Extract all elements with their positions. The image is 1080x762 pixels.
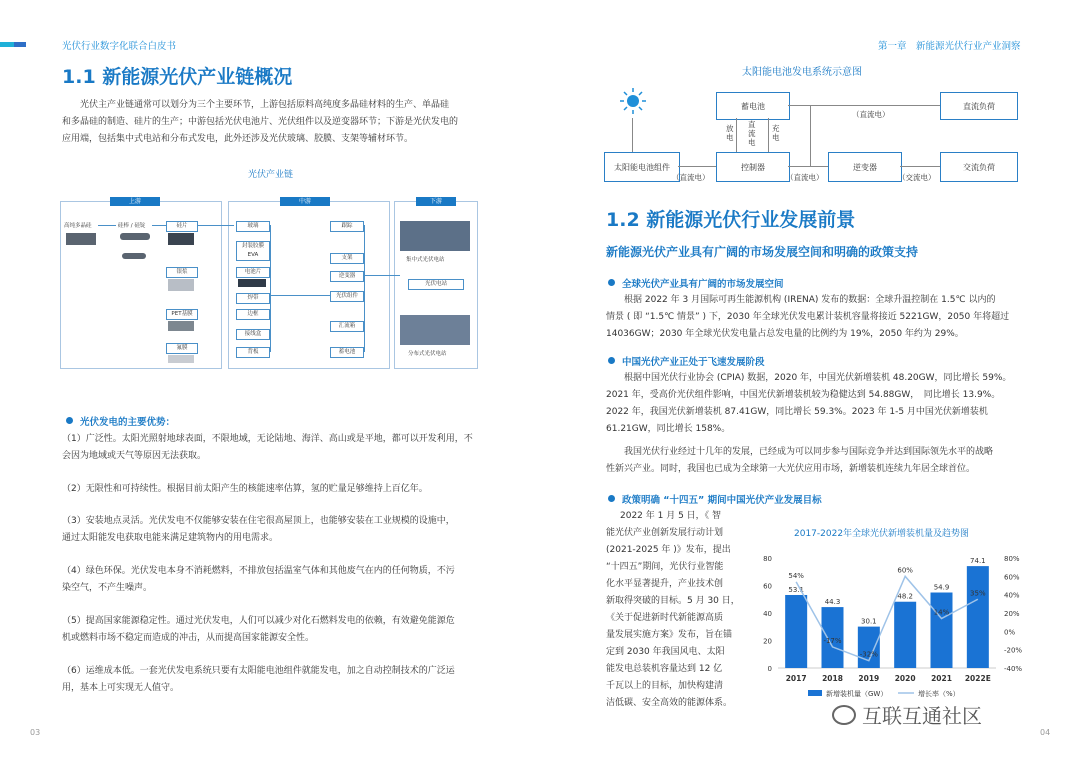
x-tick-label: 2022E	[964, 674, 991, 683]
b1-bullet-icon	[608, 279, 615, 286]
fluoro-film-image	[168, 355, 194, 363]
mid-connector	[270, 225, 272, 352]
wafer-image	[168, 233, 194, 245]
midstream-header: 中游	[280, 197, 330, 206]
line-value-label: 60%	[897, 566, 913, 575]
x-tick-label: 2018	[822, 674, 843, 683]
right-tick-label: -40%	[1004, 665, 1023, 673]
charge-label: 充电	[772, 124, 780, 142]
sun-svg	[620, 88, 646, 114]
x-tick-label: 2019	[858, 674, 880, 683]
b1-paragraph	[606, 292, 1026, 343]
mid-connector	[364, 275, 400, 276]
right-page-number: 04	[1040, 728, 1051, 737]
legend-line-label: 增长率（%）	[918, 690, 960, 698]
cell-image	[238, 279, 266, 287]
ac-label: （交流电）	[898, 173, 936, 182]
b1-title: 全球光伏产业具有广阔的市场发展空间	[622, 279, 784, 290]
upstream-header: 上游	[110, 197, 160, 206]
connector	[768, 118, 770, 152]
mid-item: 蓄电池	[330, 347, 364, 358]
b3-title: 政策明确 “十四五” 期间中国光伏产业发展目标	[622, 495, 822, 506]
polysilicon-image	[66, 233, 96, 245]
bar-value-label: 30.1	[861, 617, 877, 626]
advantage-item	[62, 563, 492, 613]
b2-extra-line: 我国光伏行业经过十几年的发展，已经成为可以同步参与国际竞争并达到国际领先水平的战略	[624, 447, 994, 457]
b1-line: 14036GW；2030 年全球光伏发电量占总发电量的比例约为 19%，2050 年约为 29%。	[606, 329, 964, 339]
wechat-icon	[832, 705, 856, 725]
mid-item: 玻璃	[236, 221, 270, 232]
mid-item: 跟踪	[330, 221, 364, 232]
intro-line: 应用端，包括集中式电站和分布式发电，此外还涉及光伏玻璃、胶膜、支架等辅材环节。	[62, 134, 414, 144]
chain-diagram	[58, 195, 478, 370]
mid-item: 背板	[236, 347, 270, 358]
bar-value-label: 48.2	[897, 592, 913, 601]
b2-extra-line: 性新兴产业。同时，我国也已成为全球第一大光伏应用市场，新增装机连续九年居全球首位。	[606, 464, 976, 474]
advantages-title: 光伏发电的主要优势：	[80, 417, 176, 428]
b3-bullet-icon	[608, 495, 615, 502]
bar-value-label: 44.3	[824, 598, 841, 607]
bar-value-label: 54.9	[933, 583, 950, 592]
up-item-box: PET基膜	[166, 309, 198, 320]
x-tick-label: 2020	[894, 674, 916, 683]
connector	[678, 166, 716, 167]
down-item: 集中式光伏电站	[406, 257, 445, 263]
advantage-line: 通过太阳能发电获取电能来满足建筑物内的用电需求。	[62, 533, 279, 543]
advantage-line: （6）运维成本低。一套光伏发电系统只要有太阳能电池组件就能发电，加之自动控制技术的广泛运	[62, 666, 455, 676]
left-tick-label: 20	[763, 637, 772, 646]
b2-line: 2021 年，受高价光伏组件影响，中国光伏新增装机较为稳健达到 54.88GW， 同比增长 13.9%。	[606, 390, 1001, 400]
diagram-title: 太阳能电池发电系统示意图	[742, 67, 862, 78]
up-item-box: 硅片	[166, 221, 198, 232]
dc-label-1: （直流电）	[672, 173, 710, 182]
dc-vertical-label: 直流电	[748, 120, 756, 147]
advantage-line: （4）绿色环保。光伏发电本身不消耗燃料，不排放包括温室气体和其他废气在内的任何物质，不污	[62, 566, 455, 576]
mid-item: 支架	[330, 253, 364, 264]
chain-title: 光伏产业链	[248, 170, 294, 180]
b3-line: 新取得突破的目标。5 月 30 日，	[606, 596, 740, 606]
b3-line: 2022 年 1 月 5 日，《 智	[620, 511, 722, 521]
advantage-line: 机或燃料市场不稳定而造成的冲击，从而提高国家能源安全性。	[62, 633, 315, 643]
b2-paragraph	[606, 370, 1026, 438]
mid-connector	[270, 295, 330, 296]
b3-line: 洁低碳、安全高效的能源体系。	[606, 698, 733, 708]
distributed-station-image	[400, 315, 470, 345]
up-item: 高纯多晶硅	[64, 223, 92, 229]
dc-label-2: （直流电）	[786, 173, 824, 182]
advantage-line: 会因为地域或天气等原因无法获取。	[62, 451, 207, 461]
down-item-box: 光伏电站	[408, 279, 464, 290]
mid-item: 封装胶膜EVA	[236, 241, 270, 261]
central-station-image	[400, 221, 470, 251]
b3-paragraph	[606, 508, 740, 712]
mid-item: 接线盒	[236, 329, 270, 340]
mid-item: 边框	[236, 309, 270, 320]
left-tick-label: 0	[767, 665, 772, 673]
line-value-label: -32%	[859, 650, 878, 659]
mid-item: 汇流箱	[330, 321, 364, 332]
b1-line: 根据 2022 年 3 月国际可再生能源机构 (IRENA) 发布的数据：全球升温控制在 1.5℃ 以内的	[624, 295, 996, 305]
legend-bar-label: 新增装机量（GW）	[826, 690, 888, 698]
bar	[894, 602, 916, 668]
bar	[967, 566, 989, 668]
watermark	[832, 700, 982, 729]
b2-line: 61.21GW，同比增长 158%。	[606, 424, 731, 434]
advantage-item	[62, 513, 492, 563]
advantage-item	[62, 481, 492, 513]
line-value-label: 14%	[933, 608, 950, 617]
sun-arrow	[632, 118, 634, 152]
bar-value-label: 74.1	[970, 557, 986, 566]
line-value-label: 54%	[788, 571, 804, 580]
b3-line: 能光伏产业创新发展行动计划	[606, 528, 724, 538]
sun-icon	[620, 88, 646, 114]
intro-line: 光伏主产业链通常可以划分为三个主要环节，上游包括原料高纯度多晶硅材料的生产、单晶硅	[80, 100, 450, 110]
connector	[788, 166, 828, 167]
watermark-text: 互联互通社区	[862, 704, 982, 728]
right-tick-label: 80%	[1004, 555, 1020, 563]
b2-line: 根据中国光伏行业协会 (CPIA) 数据，2020 年，中国光伏新增装机 48.20GW，同比增长 59%。	[624, 373, 1012, 383]
right-tick-label: 0%	[1004, 628, 1016, 637]
legend-bar-swatch	[808, 690, 822, 696]
up-item-box: 银浆	[166, 267, 198, 278]
connector	[736, 118, 738, 152]
advantage-line: 用，基本上可实现无人值守。	[62, 683, 180, 693]
right-tick-label: 40%	[1004, 591, 1020, 600]
controller-box: 控制器	[716, 152, 790, 182]
intro-line: 和多晶硅的制造、硅片的生产；中游包括光伏电池片、光伏组件以及逆变器环节；下游是光伏发电的	[62, 117, 459, 127]
connector	[900, 166, 940, 167]
x-tick-label: 2017	[785, 674, 807, 683]
right-tick-label: 60%	[1004, 573, 1020, 582]
up-connector	[152, 225, 166, 226]
mid-connector	[364, 225, 366, 352]
silver-paste-image	[168, 279, 194, 291]
b3-line: 《关于促进新时代新能源高质	[606, 613, 724, 623]
b3-line: “十四五”期间，光伏行业智能	[606, 562, 724, 572]
bar	[931, 593, 953, 668]
left-tick-label: 40	[763, 610, 772, 618]
dc-load-box: 直流负荷	[940, 92, 1018, 120]
x-tick-label: 2021	[931, 674, 952, 683]
right-running-header: 第一章 新能源光伏行业产业洞察	[878, 41, 1021, 52]
down-item: 分布式光伏电站	[408, 351, 447, 357]
mid-item: 焊带	[236, 293, 270, 304]
advantage-line: （2）无限性和可持续性。根据目前太阳产生的核能速率估算，氢的贮量足够维持上百亿年。	[62, 484, 428, 494]
b2-extra-paragraph	[606, 444, 1026, 478]
advantage-item	[62, 431, 492, 481]
b1-line: 情景 ( 即 “1.5℃ 情景” ) 下，2030 年全球光伏发电累计装机容量将接近 5221GW，2050 年将超过	[606, 312, 1010, 322]
ingot-image-2	[122, 253, 146, 259]
b3-line: 千瓦以上的目标，加快构建清	[606, 681, 724, 691]
bar	[785, 595, 807, 668]
advantage-item	[62, 613, 492, 663]
left-tick-label: 60	[763, 582, 772, 591]
right-section-title: 1.2 新能源光伏行业发展前景	[606, 209, 856, 231]
left-tick-label: 80	[763, 555, 772, 563]
bar-value-label: 53.1	[788, 585, 804, 594]
up-item-box: 氟膜	[166, 343, 198, 354]
advantage-line: （5）提高国家能源稳定性。通过光伏发电，人们可以减少对化石燃料发电的依赖，有效避免能源危	[62, 616, 455, 626]
advantage-line: 染空气，不产生噪声。	[62, 583, 153, 593]
top-accent-bar-2	[14, 42, 26, 47]
ingot-image	[120, 233, 150, 240]
b2-bullet-icon	[608, 357, 615, 364]
advantage-item	[62, 663, 492, 703]
advantages-bullet-icon	[66, 417, 73, 424]
line-value-label: 35%	[970, 589, 986, 598]
mid-item: 光伏组件	[330, 291, 364, 302]
advantages-list	[62, 431, 492, 703]
battery-box: 蓄电池	[716, 92, 790, 120]
connector	[810, 105, 812, 166]
advantage-line: （3）安装地点灵活。光伏发电不仅能够安装在住宅很高屋顶上，也能够安装在工业规模的设施中，	[62, 516, 455, 526]
b3-line: 化水平显著提升，产业技术创	[606, 579, 724, 589]
b2-title: 中国光伏产业正处于飞速发展阶段	[622, 357, 765, 368]
b2-line: 2022 年，我国光伏新增装机 87.41GW，同比增长 59.3%。2023 年 1-5 月中国光伏新增装机	[606, 407, 988, 417]
ac-load-box: 交流负荷	[940, 152, 1018, 182]
b3-line: 量发展实施方案》发布，旨在锚	[606, 630, 733, 640]
left-section-title: 1.1 新能源光伏产业链概况	[62, 66, 293, 88]
b3-line: 定到 2030 年我国风电、太阳	[606, 647, 725, 657]
line-value-label: -17%	[823, 636, 842, 645]
downstream-header: 下游	[416, 197, 456, 206]
left-running-header: 光伏行业数字化联合白皮书	[62, 41, 177, 52]
solar-module-box: 太阳能电池组件	[604, 152, 680, 182]
up-item: 硅棒 / 硅锭	[118, 223, 146, 229]
bar-line-chart	[748, 540, 1038, 710]
dc-label-3: （直流电）	[852, 110, 890, 119]
discharge-label: 放电	[726, 124, 734, 142]
right-tick-label: 20%	[1004, 610, 1020, 618]
intro-paragraph	[62, 97, 492, 148]
advantage-line: （1）广泛性。太阳光照射地球表面，不限地域，无论陆地、海洋、高山或是平地，都可以开发利用，不	[62, 434, 473, 444]
bar	[858, 627, 880, 668]
up-connector	[98, 225, 116, 226]
up-connector	[198, 225, 234, 226]
left-page-number: 03	[30, 728, 41, 737]
inverter-box: 逆变器	[828, 152, 902, 182]
right-subtitle: 新能源光伏产业具有广阔的市场发展空间和明确的政策支持	[606, 245, 919, 259]
pet-image	[168, 321, 194, 331]
mid-item: 逆变器	[330, 271, 364, 282]
b3-line: 能发电总装机容量达到 12 亿	[606, 664, 723, 674]
right-tick-label: -20%	[1004, 646, 1023, 655]
chart-title: 2017-2022年全球光伏新增装机量及趋势图	[794, 529, 970, 539]
b3-line: (2021-2025 年 )》发布，提出	[606, 545, 731, 555]
mid-item: 电池片	[236, 267, 270, 278]
